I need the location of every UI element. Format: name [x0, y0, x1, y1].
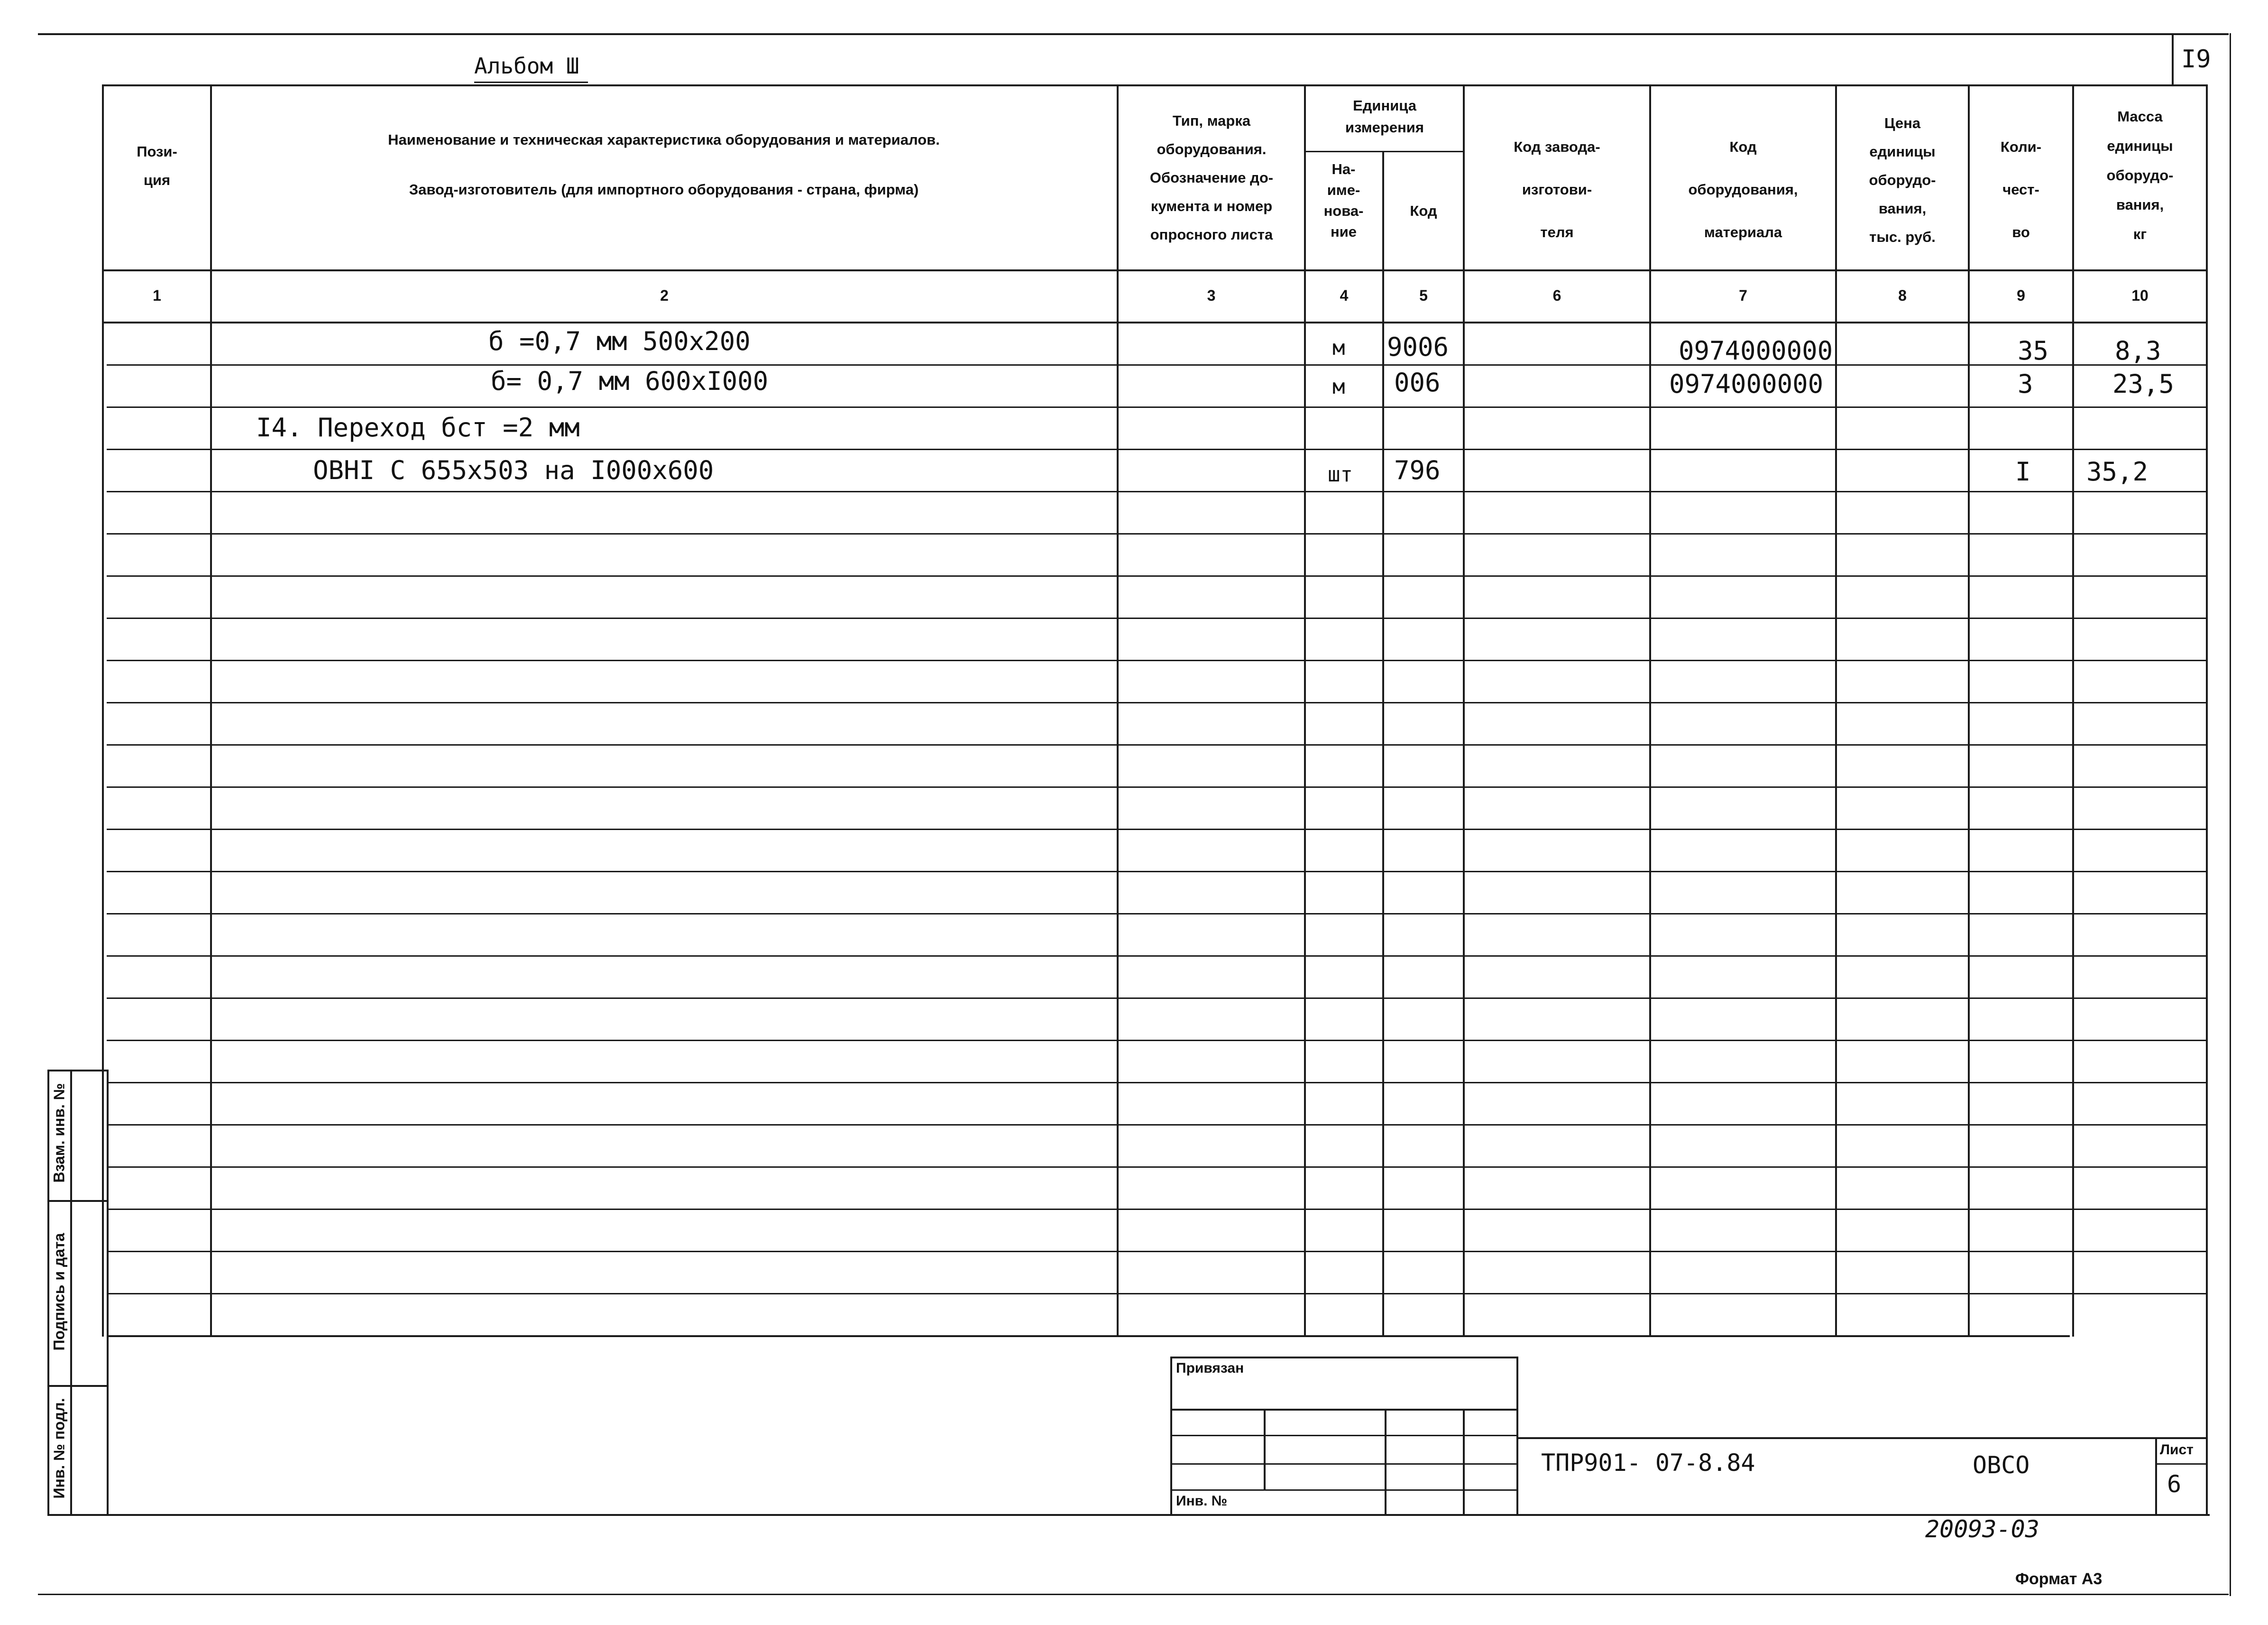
header-name-line1: Наименование и техническая характеристика оборудования и материалов. [388, 131, 940, 148]
row-line [107, 786, 2207, 788]
colnum-9: 9 [2017, 287, 2025, 304]
colnum-10: 10 [2131, 287, 2149, 304]
header-unit-code: Код [1410, 203, 1437, 219]
row3-name: I4. Переход бст =2 мм [256, 413, 580, 443]
row-line [107, 744, 2207, 746]
row2-unit: м [1332, 375, 1345, 399]
header-price: Цена единицы оборудо- вания, тыс. руб. [1869, 115, 1936, 245]
row-line [107, 955, 2207, 957]
header-mass: Масса единицы оборудо- вания, кг [2106, 108, 2174, 242]
row-line [107, 406, 2207, 408]
colnum-1: 1 [153, 287, 161, 304]
row-line [107, 491, 2207, 492]
header-unit-name: На- име- нова- ние [1323, 161, 1364, 240]
row-line [107, 449, 2207, 450]
handwritten-inventory-number: 20093-03 [1925, 1515, 2039, 1543]
colnum-7: 7 [1739, 287, 1747, 304]
row1-qty: 35 [2018, 336, 2049, 366]
top-border [38, 33, 2229, 35]
colnum-3: 3 [1207, 287, 1216, 304]
row-line [107, 1166, 2207, 1168]
stamp-inv-no: Инв. № [1176, 1493, 1228, 1509]
header-type: Тип, марка оборудования. Обозначение до- кумента и номер опросного листа [1149, 112, 1274, 243]
side-label-inv-podl: Инв. № подл. [50, 1398, 68, 1499]
row-line [107, 1124, 2207, 1126]
header-quantity: Коли- чест- во [2000, 138, 2042, 240]
row4-qty: I [2015, 457, 2031, 487]
row-line [107, 997, 2207, 999]
right-trim-line [2230, 33, 2231, 1596]
row4-name: ОВНI С 655х503 на I000х600 [313, 455, 714, 485]
colnum-bottom-line [102, 322, 2207, 323]
colnum-8: 8 [1898, 287, 1907, 304]
row-line [107, 660, 2207, 661]
header-factory-code: Код завода- изготови- теля [1514, 138, 1600, 240]
header-equipment-code: Код оборудования, материала [1688, 138, 1798, 240]
row-line [107, 1040, 2207, 1041]
row-line [107, 913, 2207, 914]
header-bottom-line [102, 269, 2207, 271]
row1-name: б =0,7 мм 500х200 [488, 326, 751, 356]
row4-unit: шт [1328, 462, 1353, 487]
row1-equip-code: 0974000000 [1679, 336, 1833, 366]
stamp-privyazan: Привязан [1176, 1360, 1244, 1376]
header-name-line2: Завод-изготовитель (для импортного оборудования - страна, фирма) [409, 181, 919, 198]
row-line [107, 702, 2207, 703]
row-line [107, 1082, 2207, 1083]
header-position: Пози- ция [137, 143, 177, 188]
colnum-5: 5 [1419, 287, 1428, 304]
row2-mass: 23,5 [2112, 369, 2175, 399]
colnum-6: 6 [1552, 287, 1561, 304]
row1-unit: м [1332, 336, 1345, 360]
row-line [107, 364, 2207, 366]
side-label-vzam: Взам. инв. № [50, 1083, 68, 1183]
row-line [107, 829, 2207, 830]
row4-mass: 35,2 [2086, 457, 2149, 487]
frame-bottom-line [47, 1514, 2210, 1516]
row-line [107, 871, 2207, 872]
bottom-trim-line [38, 1594, 2229, 1595]
table-bottom-line [107, 1335, 2070, 1337]
row2-name: б= 0,7 мм 600хI000 [491, 366, 769, 396]
header-unit: Единица измерения [1345, 97, 1424, 136]
row1-code: 9006 [1387, 332, 1449, 362]
side-label-podpis: Подпись и дата [50, 1233, 68, 1351]
row-line [107, 1293, 2207, 1294]
stamp-sheet-number: 6 [2167, 1470, 2182, 1498]
stamp-designation: ТПР901- 07-8.84 [1541, 1449, 1755, 1477]
page-number: I9 [2181, 45, 2211, 74]
colnum-2: 2 [660, 287, 669, 304]
row2-code: 006 [1394, 368, 1441, 397]
stamp-sheet-label: Лист [2160, 1442, 2194, 1458]
format-label: Формат А3 [2015, 1570, 2103, 1588]
row-line [107, 533, 2207, 535]
table-top-line [102, 84, 2207, 86]
row-line [107, 1209, 2207, 1210]
row-line [107, 1251, 2207, 1252]
row-line [107, 618, 2207, 619]
row2-qty: 3 [2018, 369, 2033, 399]
row1-mass: 8,3 [2115, 336, 2161, 366]
row4-code: 796 [1394, 455, 1441, 485]
colnum-4: 4 [1340, 287, 1349, 304]
row2-equip-code: 0974000000 [1669, 369, 1824, 399]
stamp-code: ОВСО [1973, 1451, 2030, 1479]
album-label: Альбом Ш [474, 53, 579, 79]
row-line [107, 575, 2207, 577]
